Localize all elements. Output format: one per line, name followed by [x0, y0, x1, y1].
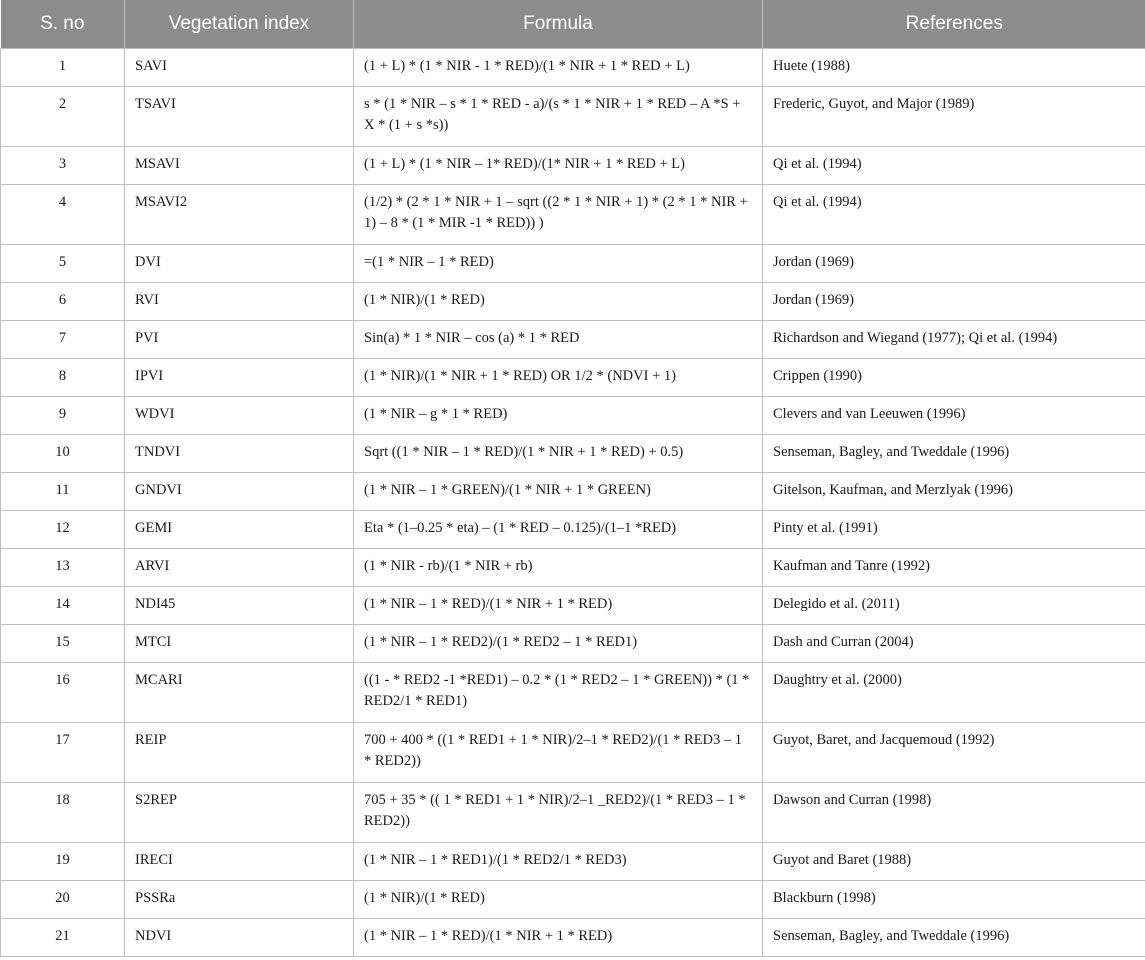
cell-sno: 18: [1, 783, 125, 843]
cell-formula: (1 * NIR)/(1 * RED): [354, 283, 763, 321]
header-formula: Formula: [354, 0, 763, 49]
cell-reference: Guyot and Baret (1988): [763, 843, 1145, 881]
cell-reference: Dash and Curran (2004): [763, 625, 1145, 663]
cell-sno: 19: [1, 843, 125, 881]
cell-index: SAVI: [125, 49, 354, 87]
cell-reference: Frederic, Guyot, and Major (1989): [763, 87, 1145, 147]
table-row: [1, 843, 1145, 881]
table-row: [1, 283, 1145, 321]
table-row: [1, 185, 1145, 245]
cell-index: NDVI: [125, 919, 354, 957]
cell-index: TSAVI: [125, 87, 354, 147]
cell-formula: (1 * NIR – 1 * RED)/(1 * NIR + 1 * RED): [354, 919, 763, 957]
cell-formula: (1 * NIR – 1 * RED2)/(1 * RED2 – 1 * RED1): [354, 625, 763, 663]
cell-reference: Senseman, Bagley, and Tweddale (1996): [763, 435, 1145, 473]
cell-sno: 5: [1, 245, 125, 283]
table-row: [1, 549, 1145, 587]
cell-formula: (1 * NIR – 1 * RED)/(1 * NIR + 1 * RED): [354, 587, 763, 625]
cell-index: IPVI: [125, 359, 354, 397]
cell-sno: 14: [1, 587, 125, 625]
cell-formula: (1 * NIR – g * 1 * RED): [354, 397, 763, 435]
cell-reference: Pinty et al. (1991): [763, 511, 1145, 549]
cell-formula: Sin(a) * 1 * NIR – cos (a) * 1 * RED: [354, 321, 763, 359]
cell-reference: Qi et al. (1994): [763, 147, 1145, 185]
cell-reference: Blackburn (1998): [763, 881, 1145, 919]
table-row: [1, 511, 1145, 549]
header-sno: S. no: [1, 0, 125, 49]
header-vegetation-index: Vegetation index: [125, 0, 354, 49]
cell-sno: 12: [1, 511, 125, 549]
cell-sno: 11: [1, 473, 125, 511]
cell-sno: 2: [1, 87, 125, 147]
cell-reference: Jordan (1969): [763, 283, 1145, 321]
cell-sno: 1: [1, 49, 125, 87]
cell-index: TNDVI: [125, 435, 354, 473]
cell-formula: (1 * NIR)/(1 * RED): [354, 881, 763, 919]
table-row: [1, 663, 1145, 723]
cell-reference: Crippen (1990): [763, 359, 1145, 397]
cell-index: RVI: [125, 283, 354, 321]
cell-sno: 10: [1, 435, 125, 473]
cell-formula: Sqrt ((1 * NIR – 1 * RED)/(1 * NIR + 1 * RED) + 0.5): [354, 435, 763, 473]
cell-index: WDVI: [125, 397, 354, 435]
cell-reference: Delegido et al. (2011): [763, 587, 1145, 625]
cell-sno: 4: [1, 185, 125, 245]
cell-formula: (1 * NIR)/(1 * NIR + 1 * RED) OR 1/2 * (NDVI + 1): [354, 359, 763, 397]
table-row: [1, 147, 1145, 185]
cell-sno: 20: [1, 881, 125, 919]
cell-reference: Senseman, Bagley, and Tweddale (1996): [763, 919, 1145, 957]
table-row: [1, 919, 1145, 957]
cell-formula: 700 + 400 * ((1 * RED1 + 1 * NIR)/2–1 * RED2)/(1 * RED3 – 1 * RED2)): [354, 723, 763, 783]
cell-index: REIP: [125, 723, 354, 783]
cell-index: ARVI: [125, 549, 354, 587]
cell-reference: Gitelson, Kaufman, and Merzlyak (1996): [763, 473, 1145, 511]
table-row: [1, 783, 1145, 843]
cell-index: MSAVI: [125, 147, 354, 185]
table-row: [1, 881, 1145, 919]
cell-formula: 705 + 35 * (( 1 * RED1 + 1 * NIR)/2–1 _RED2)/(1 * RED3 – 1 * RED2)): [354, 783, 763, 843]
cell-reference: Dawson and Curran (1998): [763, 783, 1145, 843]
cell-sno: 13: [1, 549, 125, 587]
cell-index: PVI: [125, 321, 354, 359]
table-row: [1, 473, 1145, 511]
cell-reference: Jordan (1969): [763, 245, 1145, 283]
cell-index: MTCI: [125, 625, 354, 663]
table-row: [1, 49, 1145, 87]
cell-sno: 16: [1, 663, 125, 723]
cell-index: DVI: [125, 245, 354, 283]
cell-formula: s * (1 * NIR – s * 1 * RED - a)/(s * 1 * NIR + 1 * RED – A *S + X * (1 + s *s)): [354, 87, 763, 147]
cell-reference: Huete (1988): [763, 49, 1145, 87]
cell-sno: 6: [1, 283, 125, 321]
table-row: [1, 723, 1145, 783]
cell-sno: 21: [1, 919, 125, 957]
table-row: [1, 359, 1145, 397]
cell-formula: (1/2) * (2 * 1 * NIR + 1 – sqrt ((2 * 1 * NIR + 1) * (2 * 1 * NIR + 1) – 8 * (1 * MIR -1 * RED)) ): [354, 185, 763, 245]
cell-reference: Richardson and Wiegand (1977); Qi et al. (1994): [763, 321, 1145, 359]
cell-index: S2REP: [125, 783, 354, 843]
cell-index: GEMI: [125, 511, 354, 549]
header-references: References: [763, 0, 1145, 49]
cell-sno: 17: [1, 723, 125, 783]
cell-index: MCARI: [125, 663, 354, 723]
cell-index: NDI45: [125, 587, 354, 625]
cell-sno: 15: [1, 625, 125, 663]
cell-index: GNDVI: [125, 473, 354, 511]
cell-formula: ((1 - * RED2 -1 *RED1) – 0.2 * (1 * RED2 – 1 * GREEN)) * (1 * RED2/1 * RED1): [354, 663, 763, 723]
cell-index: PSSRa: [125, 881, 354, 919]
table-row: [1, 321, 1145, 359]
cell-reference: Qi et al. (1994): [763, 185, 1145, 245]
cell-formula: (1 * NIR - rb)/(1 * NIR + rb): [354, 549, 763, 587]
cell-index: MSAVI2: [125, 185, 354, 245]
cell-sno: 8: [1, 359, 125, 397]
cell-formula: (1 * NIR – 1 * GREEN)/(1 * NIR + 1 * GREEN): [354, 473, 763, 511]
cell-sno: 7: [1, 321, 125, 359]
cell-sno: 9: [1, 397, 125, 435]
cell-reference: Daughtry et al. (2000): [763, 663, 1145, 723]
table-row: [1, 245, 1145, 283]
table-row: [1, 625, 1145, 663]
table-row: [1, 587, 1145, 625]
cell-formula: Eta * (1–0.25 * eta) – (1 * RED – 0.125)/(1–1 *RED): [354, 511, 763, 549]
cell-index: IRECI: [125, 843, 354, 881]
header-row: [1, 0, 1145, 49]
cell-reference: Clevers and van Leeuwen (1996): [763, 397, 1145, 435]
cell-formula: =(1 * NIR – 1 * RED): [354, 245, 763, 283]
cell-formula: (1 + L) * (1 * NIR – 1* RED)/(1* NIR + 1 * RED + L): [354, 147, 763, 185]
table-row: [1, 435, 1145, 473]
cell-reference: Kaufman and Tanre (1992): [763, 549, 1145, 587]
cell-reference: Guyot, Baret, and Jacquemoud (1992): [763, 723, 1145, 783]
cell-formula: (1 + L) * (1 * NIR - 1 * RED)/(1 * NIR + 1 * RED + L): [354, 49, 763, 87]
cell-sno: 3: [1, 147, 125, 185]
cell-formula: (1 * NIR – 1 * RED1)/(1 * RED2/1 * RED3): [354, 843, 763, 881]
table-row: [1, 87, 1145, 147]
table-row: [1, 397, 1145, 435]
